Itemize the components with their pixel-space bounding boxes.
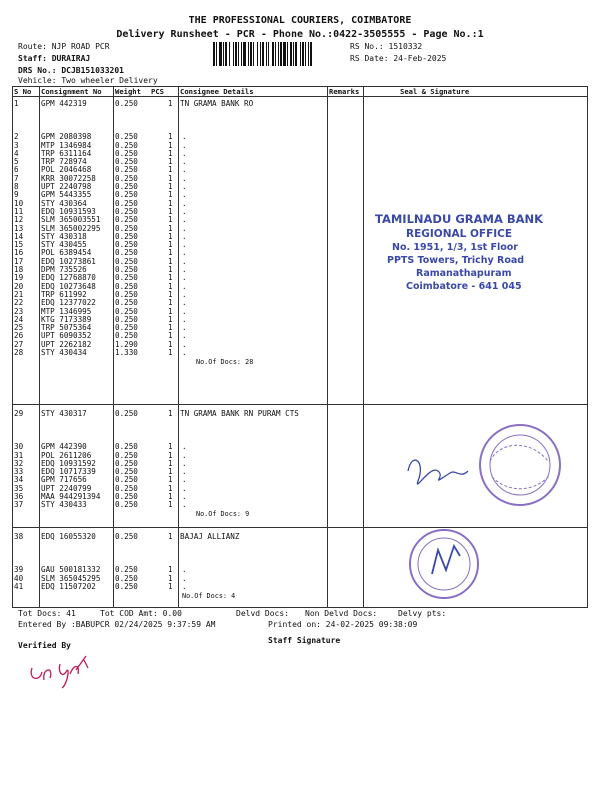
row-weight: 1.290 <box>115 339 138 349</box>
row-sno: 21 <box>14 289 24 299</box>
row-consignment: GPM 5443355 <box>41 190 92 200</box>
row-weight: 0.250 <box>115 450 138 460</box>
row-pcs: 1 <box>168 248 173 258</box>
row-sno: 28 <box>14 348 24 357</box>
row-weight: 0.250 <box>115 475 138 485</box>
consignee-dot: . <box>182 132 187 142</box>
row-pcs: 1 <box>168 265 173 274</box>
row-weight: 0.250 <box>115 483 138 493</box>
row-pcs: 1 <box>168 231 173 241</box>
row-consignment: STY 430317 <box>41 409 87 418</box>
consignee-dot: . <box>182 450 187 460</box>
row-consignment: STY 430318 <box>41 231 87 241</box>
row-pcs: 1 <box>168 483 173 493</box>
row-weight: 0.250 <box>115 198 138 208</box>
no-of-docs: No.Of Docs: 4 <box>182 591 236 600</box>
row-consignment: GPM 2080398 <box>41 132 92 142</box>
row-consignment: POL 2046468 <box>41 165 92 175</box>
row-weight: 0.250 <box>115 265 138 274</box>
row-sno: 20 <box>14 281 24 291</box>
delvd-docs: Delvd Docs: <box>236 609 289 618</box>
col-sno: S No <box>14 87 32 96</box>
consignee-dot: . <box>182 467 187 477</box>
row-weight: 0.250 <box>115 306 138 316</box>
col-seal: Seal & Signature <box>400 87 470 96</box>
row-sno: 19 <box>14 273 24 283</box>
row-pcs: 1 <box>168 306 173 316</box>
row-consignment: SLM 365002295 <box>41 223 101 233</box>
row-consignment: TRP 5075364 <box>41 323 92 333</box>
row-consignment: STY 430455 <box>41 240 87 250</box>
row-pcs: 1 <box>168 182 173 191</box>
vehicle: Vehicle: Two wheeler Delivery <box>18 76 158 85</box>
doc-subtitle: Delivery Runsheet - PCR - Phone No.:0422-3505555 - Page No.:1 <box>116 29 484 40</box>
row-pcs: 1 <box>168 314 173 324</box>
consignee-dot: . <box>182 198 187 208</box>
row-consignment: UPT 2240798 <box>41 182 92 191</box>
row-consignment: STY 430364 <box>41 198 87 208</box>
row-consignment: EDQ 10273861 <box>41 256 96 266</box>
bank-seal-stamp: TAMILNADU GRAMA BANK REGIONAL OFFICE No. 1951, 1/3, 1st Floor PPTS Towers, Trichy Road Ramanathapuram Coimbatore - 641 045 <box>375 212 544 292</box>
row-consignment: SLM 365003551 <box>41 215 101 225</box>
row-sno: 1 <box>14 99 19 108</box>
consignee-dot: . <box>182 331 187 341</box>
row-consignment: SLM 365045295 <box>41 573 101 583</box>
row-pcs: 1 <box>168 256 173 266</box>
delvy-pts: Delvy pts: <box>398 609 447 618</box>
consignee-dot: . <box>182 442 187 452</box>
row-sno: 4 <box>14 148 19 158</box>
col-consignment: Consignment No <box>41 87 102 96</box>
row-weight: 0.250 <box>115 148 138 158</box>
row-sno: 18 <box>14 265 24 274</box>
row-consignment: TRP 611992 <box>41 289 87 299</box>
row-pcs: 1 <box>168 289 173 299</box>
consignee-dot: . <box>182 323 187 333</box>
row-consignment: GPM 717656 <box>41 475 87 485</box>
runsheet-table <box>12 86 588 608</box>
consignee-dot: . <box>182 458 187 468</box>
row-weight: 0.250 <box>115 492 138 501</box>
row-consignment: POL 2611206 <box>41 450 92 460</box>
printed-on: Printed on: 24-02-2025 09:38:09 <box>268 620 418 629</box>
row-consignment: EDQ 16055320 <box>41 532 96 541</box>
row-pcs: 1 <box>168 165 173 175</box>
consignee-dot: . <box>182 581 187 591</box>
row-weight: 1.330 <box>115 348 138 357</box>
consignee-dot: . <box>182 215 187 225</box>
row-consignment: EDQ 12377022 <box>41 298 96 308</box>
tot-cod: Tot COD Amt: 0.00 <box>100 609 182 618</box>
row-sno: 24 <box>14 314 24 324</box>
row-sno: 13 <box>14 223 24 233</box>
tot-docs: Tot Docs: 41 <box>18 609 76 618</box>
row-pcs: 1 <box>168 450 173 460</box>
row-pcs: 1 <box>168 492 173 501</box>
row-consignment: TRP 728974 <box>41 157 87 167</box>
consignee-dot: . <box>182 165 187 175</box>
row-pcs: 1 <box>168 339 173 349</box>
col-pcs: PCS <box>151 87 164 96</box>
row-weight: 0.250 <box>115 165 138 175</box>
row-consignment: GAU 500181332 <box>41 565 101 575</box>
row-sno: 39 <box>14 565 24 575</box>
row-sno: 7 <box>14 173 19 183</box>
consignee-dot: . <box>182 289 187 299</box>
row-consignment: GPM 442390 <box>41 442 87 452</box>
row-weight: 0.250 <box>115 298 138 308</box>
row-sno: 22 <box>14 298 24 308</box>
row-sno: 31 <box>14 450 24 460</box>
drs-no: DRS No.: DCJB151033201 <box>18 66 124 75</box>
consignee-dot: . <box>182 475 187 485</box>
row-pcs: 1 <box>168 458 173 468</box>
row-consignment: KTG 7173389 <box>41 314 92 324</box>
row-weight: 0.250 <box>115 573 138 583</box>
row-weight: 0.250 <box>115 581 138 591</box>
consignee-name: TN GRAMA BANK RN PURAM CTS <box>180 409 299 418</box>
rs-date: RS Date: 24-Feb-2025 <box>350 54 447 63</box>
row-pcs: 1 <box>168 467 173 477</box>
row-sno: 16 <box>14 248 24 258</box>
route: Route: NJP ROAD PCR <box>18 42 110 51</box>
consignee-dot: . <box>182 492 187 501</box>
row-pcs: 1 <box>168 140 173 150</box>
row-consignment: STY 430433 <box>41 500 87 510</box>
row-sno: 23 <box>14 306 24 316</box>
row-pcs: 1 <box>168 99 173 108</box>
consignee-dot: . <box>182 173 187 183</box>
row-sno: 2 <box>14 132 19 142</box>
no-of-docs: No.Of Docs: 28 <box>196 358 254 366</box>
row-weight: 0.250 <box>115 314 138 324</box>
row-sno: 41 <box>14 581 24 591</box>
row-sno: 5 <box>14 157 19 167</box>
row-pcs: 1 <box>168 240 173 250</box>
verified-by: Verified By <box>18 641 71 650</box>
consignee-dot: . <box>182 500 187 510</box>
row-pcs: 1 <box>168 331 173 341</box>
row-sno: 33 <box>14 467 24 477</box>
row-pcs: 1 <box>168 348 173 357</box>
row-weight: 0.250 <box>115 273 138 283</box>
row-pcs: 1 <box>168 409 173 418</box>
row-sno: 32 <box>14 458 24 468</box>
row-weight: 0.250 <box>115 500 138 510</box>
row-sno: 11 <box>14 206 24 216</box>
verified-signature <box>26 650 106 690</box>
row-sno: 26 <box>14 331 24 341</box>
no-of-docs: No.Of Docs: 9 <box>196 510 250 519</box>
round-seal-stamp <box>390 421 590 511</box>
row-consignment: DPM 735526 <box>41 265 87 274</box>
consignee-dot: . <box>182 248 187 258</box>
row-pcs: 1 <box>168 132 173 142</box>
row-weight: 0.250 <box>115 99 138 108</box>
row-sno: 27 <box>14 339 24 349</box>
row-pcs: 1 <box>168 581 173 591</box>
consignee-dot: . <box>182 483 187 493</box>
col-remarks: Remarks <box>329 87 360 96</box>
consignee-dot: . <box>182 273 187 283</box>
consignee-dot: . <box>182 306 187 316</box>
row-weight: 0.250 <box>115 157 138 167</box>
row-consignment: MAA 944291394 <box>41 492 101 501</box>
row-sno: 3 <box>14 140 19 150</box>
row-consignment: POL 6389454 <box>41 248 92 258</box>
row-pcs: 1 <box>168 198 173 208</box>
consignee-dot: . <box>182 157 187 167</box>
row-weight: 0.250 <box>115 331 138 341</box>
row-pcs: 1 <box>168 442 173 452</box>
barcode <box>213 42 337 66</box>
row-weight: 0.250 <box>115 458 138 468</box>
row-sno: 35 <box>14 483 24 493</box>
row-consignment: UPT 2262182 <box>41 339 92 349</box>
staff: Staff: DURAIRAJ <box>18 54 91 63</box>
row-pcs: 1 <box>168 281 173 291</box>
row-consignment: STY 430434 <box>41 348 87 357</box>
row-sno: 17 <box>14 256 24 266</box>
row-pcs: 1 <box>168 532 173 541</box>
consignee-dot: . <box>182 298 187 308</box>
consignee-dot: . <box>182 281 187 291</box>
row-consignment: MTP 1346995 <box>41 306 92 316</box>
consignee-dot: . <box>182 140 187 150</box>
delivery-seal-stamp <box>402 526 492 602</box>
row-sno: 34 <box>14 475 24 485</box>
row-consignment: EDQ 11507202 <box>41 581 96 591</box>
row-weight: 0.250 <box>115 409 138 418</box>
row-weight: 0.250 <box>115 140 138 150</box>
row-sno: 30 <box>14 442 24 452</box>
row-pcs: 1 <box>168 215 173 225</box>
consignee-dot: . <box>182 314 187 324</box>
consignee-dot: . <box>182 265 187 274</box>
row-consignment: GPM 442319 <box>41 99 87 108</box>
row-weight: 0.250 <box>115 323 138 333</box>
row-weight: 0.250 <box>115 256 138 266</box>
consignee-dot: . <box>182 565 187 575</box>
consignee-dot: . <box>182 231 187 241</box>
row-pcs: 1 <box>168 500 173 510</box>
row-pcs: 1 <box>168 298 173 308</box>
row-sno: 15 <box>14 240 24 250</box>
row-pcs: 1 <box>168 223 173 233</box>
row-consignment: UPT 2240799 <box>41 483 92 493</box>
consignee-dot: . <box>182 148 187 158</box>
non-delvd-docs: Non Delvd Docs: <box>305 609 378 618</box>
row-weight: 0.250 <box>115 442 138 452</box>
row-weight: 0.250 <box>115 289 138 299</box>
row-weight: 0.250 <box>115 532 138 541</box>
row-sno: 14 <box>14 231 24 241</box>
row-sno: 38 <box>14 532 24 541</box>
row-pcs: 1 <box>168 157 173 167</box>
row-weight: 0.250 <box>115 206 138 216</box>
row-pcs: 1 <box>168 565 173 575</box>
row-weight: 0.250 <box>115 215 138 225</box>
row-weight: 0.250 <box>115 173 138 183</box>
doc-title: THE PROFESSIONAL COURIERS, COIMBATORE <box>188 15 412 26</box>
consignee-dot: . <box>182 256 187 266</box>
row-sno: 8 <box>14 182 19 191</box>
consignee-dot: . <box>182 182 187 191</box>
row-consignment: KRR 30072258 <box>41 173 96 183</box>
row-consignment: EDQ 10717339 <box>41 467 96 477</box>
col-weight: Weight <box>115 87 141 96</box>
row-consignment: EDQ 10273648 <box>41 281 96 291</box>
staff-signature: Staff Signature <box>268 636 341 645</box>
row-pcs: 1 <box>168 323 173 333</box>
row-sno: 29 <box>14 409 24 418</box>
col-consignee: Consignee Details <box>180 87 254 96</box>
row-consignment: EDQ 12768870 <box>41 273 96 283</box>
row-pcs: 1 <box>168 475 173 485</box>
row-sno: 40 <box>14 573 24 583</box>
row-consignment: EDQ 10931593 <box>41 206 96 216</box>
row-weight: 0.250 <box>115 467 138 477</box>
row-weight: 0.250 <box>115 248 138 258</box>
row-weight: 0.250 <box>115 132 138 142</box>
row-sno: 25 <box>14 323 24 333</box>
row-sno: 37 <box>14 500 24 510</box>
row-pcs: 1 <box>168 148 173 158</box>
row-weight: 0.250 <box>115 182 138 191</box>
row-consignment: TRP 6311164 <box>41 148 92 158</box>
row-pcs: 1 <box>168 206 173 216</box>
consignee-dot: . <box>182 348 187 357</box>
row-pcs: 1 <box>168 173 173 183</box>
row-weight: 0.250 <box>115 565 138 575</box>
consignee-dot: . <box>182 206 187 216</box>
row-consignment: EDQ 10931592 <box>41 458 96 468</box>
row-weight: 0.250 <box>115 223 138 233</box>
row-pcs: 1 <box>168 190 173 200</box>
row-consignment: MTP 1346984 <box>41 140 92 150</box>
row-pcs: 1 <box>168 273 173 283</box>
row-sno: 36 <box>14 492 24 501</box>
row-sno: 12 <box>14 215 24 225</box>
row-sno: 10 <box>14 198 24 208</box>
consignee-dot: . <box>182 190 187 200</box>
consignee-dot: . <box>182 573 187 583</box>
row-weight: 0.250 <box>115 190 138 200</box>
row-weight: 0.250 <box>115 281 138 291</box>
row-consignment: UPT 6090352 <box>41 331 92 341</box>
row-weight: 0.250 <box>115 240 138 250</box>
consignee-dot: . <box>182 339 187 349</box>
row-sno: 6 <box>14 165 19 175</box>
row-sno: 9 <box>14 190 19 200</box>
row-pcs: 1 <box>168 573 173 583</box>
consignee-dot: . <box>182 240 187 250</box>
consignee-dot: . <box>182 223 187 233</box>
rs-no: RS No.: 1510332 <box>350 42 423 51</box>
consignee-name: BAJAJ ALLIANZ <box>180 532 240 541</box>
row-weight: 0.250 <box>115 231 138 241</box>
consignee-name: TN GRAMA BANK RO <box>180 99 254 108</box>
entered-by: Entered By :BABUPCR 02/24/2025 9:37:59 AM <box>18 620 216 629</box>
